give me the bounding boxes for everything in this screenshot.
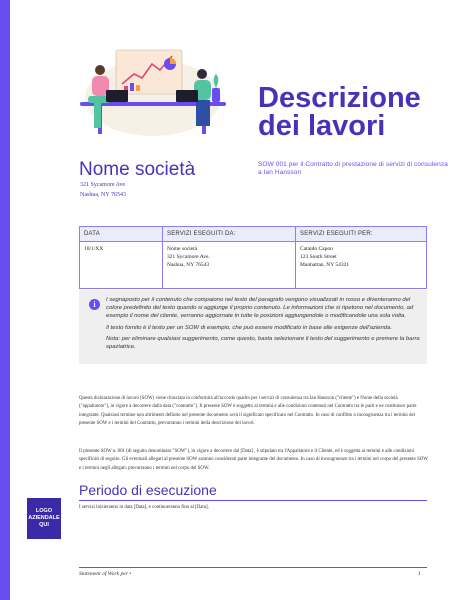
company-address — [80, 180, 126, 200]
for-name: Cataldo Capon — [300, 246, 333, 252]
body-paragraph: Il presente SOW n. 001 (di seguito denominato "SOW"), in vigore a decorrere dal [Data] , è stipulato tra l'Appaltatore e il Cliente, ed è soggetta ai termini e alle condizioni specificati di seguito. Gli eventuali allegati al presente SOW saranno considerati parte integrante del documento. In caso di incongruenze tra i termini nel corpo del presente SOW e i termini negli allegati, prevarranno i termini nel corpo del SOW. — [79, 449, 428, 471]
logo-text: LOGO AZIENDALE QUI — [28, 508, 60, 528]
page-number: 1 — [418, 571, 421, 577]
for-street: 123 South Street — [300, 254, 337, 260]
document-title: Descrizione dei lavori — [258, 82, 421, 142]
note-paragraph: Nota: per eliminare qualsiasi suggerimento, come questo, basta selezionare il testo del suggerimento e premere la barra spaziatrice. — [106, 335, 420, 351]
info-icon: i — [89, 299, 100, 310]
cell-date — [80, 242, 163, 289]
by-street: 321 Sycamore Ave. — [167, 254, 210, 260]
logo-placeholder — [27, 498, 61, 539]
table-row — [80, 242, 427, 289]
company-address-line1: 321 Sycamore Ave — [80, 182, 126, 188]
meeting-illustration — [78, 40, 228, 140]
cell-services-by — [163, 242, 296, 289]
note-paragraph: Il testo fornito è il testo per un SOW di esempio, che può essere modificato in base alle esigenze dell'azienda. — [106, 324, 392, 331]
tip-note-box — [79, 290, 427, 364]
date-value: 10/1/XX — [84, 246, 104, 252]
body-paragraph: Questa dichiarazione di lavoro (SOW) viene rilasciata in conformità all'accordo quadro per i servizi di consulenza tra Ian Hansson ("cliente") e Nome della società ("appaltatore"), in vigore a decorrere dalla data ("contratto"). Il presente SOW è soggetto ai termini e alle condizioni contenuti nel Contratto tra le parti e ne costituisce parte integrante. Qualsiasi termine non altrimenti definito nel presente documento avrà il significato specificato nel Contratto. In caso di conflitto o incongruenza tra i termini del presente SOW e i termini del Contratto, prevarranno i termini della descrizione dei lavori. — [79, 396, 417, 427]
header-services-by: SERVIZI ESEGUITI DA: — [163, 227, 296, 242]
sow-reference: SOW 001 per il Contratto di prestazione di servizi di consulenza a Ian Hansson — [258, 161, 448, 176]
section-heading: Periodo di esecuzione — [79, 482, 217, 498]
table-header-row — [80, 227, 427, 242]
company-address-line2: Nashua, NY 76543 — [80, 192, 126, 198]
note-paragraph: I segnaposto per il contenuto che compaiono nel testo del paragrafo vengono visualizzati in rosso e diventeranno del colore predefinito del testo quando si aggiunge il proprio contenuto. Le informazioni che si ripetono nel documento, ad esempio il nome del cliente, verranno aggiornate in tutte le posizioni aggiungendole o modificandole una sola volta. — [106, 297, 414, 320]
cell-services-for — [296, 242, 427, 289]
header-date: DATA — [80, 227, 163, 242]
for-city: Manhattan, NY 54321 — [300, 262, 350, 268]
footer-divider — [79, 567, 427, 568]
accent-sidebar — [0, 0, 10, 600]
by-name: Nome società — [167, 246, 198, 252]
footer-label: Statement of Work per • — [79, 571, 132, 577]
services-table — [79, 226, 427, 289]
section-text: I servizi inizieranno in data [Data], e continueranno fino al [Data]. — [79, 505, 209, 510]
tip-note-text — [106, 296, 420, 354]
by-city: Nashua, NY 76543 — [167, 262, 210, 268]
section-divider — [79, 500, 427, 501]
header-services-for: SERVIZI ESEGUITI PER: — [296, 227, 427, 242]
company-name: Nome società — [79, 159, 196, 180]
